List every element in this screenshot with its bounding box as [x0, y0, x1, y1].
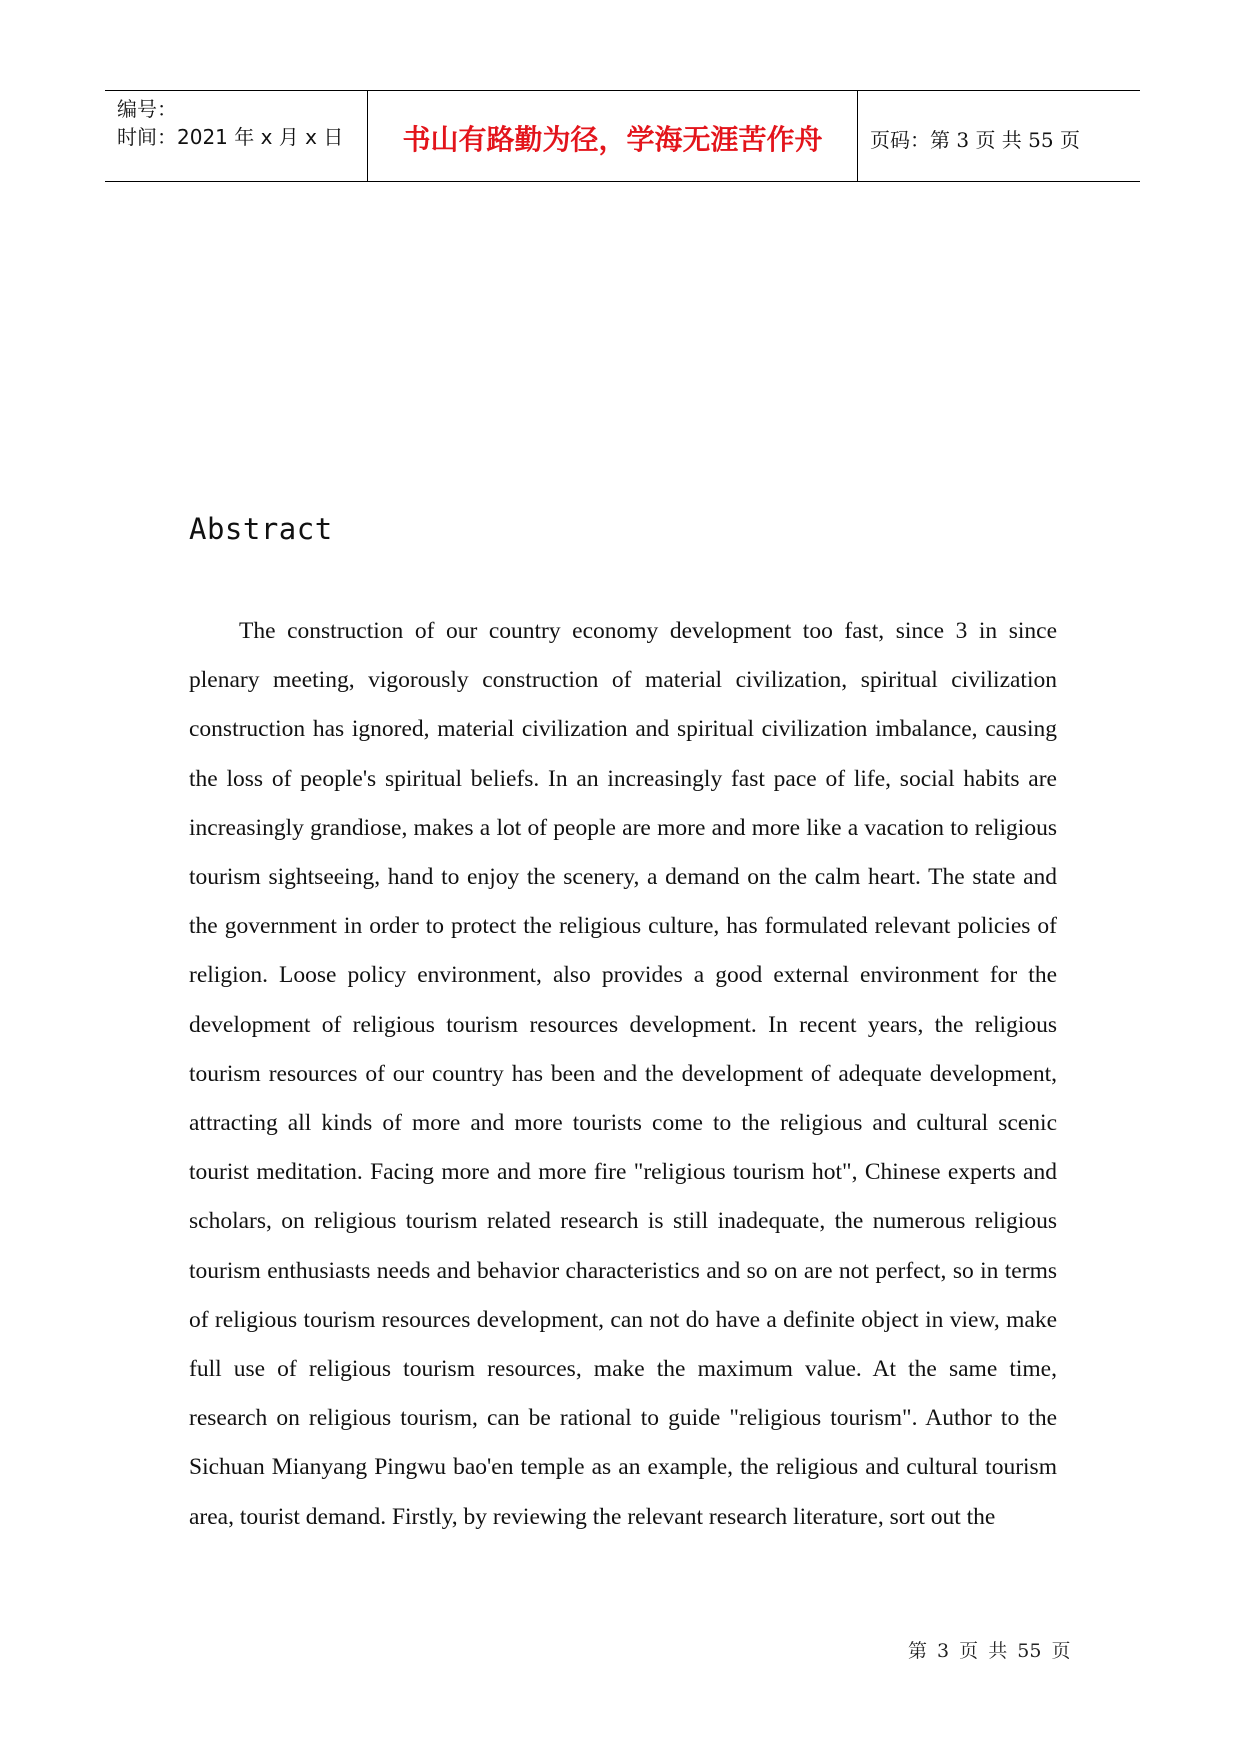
header-page-number: [870, 124, 1080, 153]
footer-page-number: 第 3 页 共 55 页: [908, 1640, 1071, 1662]
page-header: [105, 90, 1140, 182]
header-meta-cell: [105, 91, 368, 181]
abstract-heading: Abstract: [189, 512, 333, 546]
page-prefix: 页码：第: [870, 127, 957, 152]
page-total: 55: [1028, 127, 1054, 152]
serial-number-label: 编号：: [117, 97, 177, 121]
header-page-cell: [858, 91, 1140, 181]
date-label: 时间：2021 年 x 月 x 日: [117, 125, 344, 149]
header-motto-cell: [368, 91, 858, 181]
page-current: 3: [956, 127, 970, 152]
abstract-paragraph: The construction of our country economy development too fast, since 3 in since plenary meeting, vigorously construction of material civilization, spiritual civilization construction has ignored, material civilization and spiritual civilization imbalance, causing the loss of people's spiritual beliefs. In an increasingly fast pace of life, social habits are increasingly grandiose, makes a lot of people are more and more like a vacation to religious tourism sightseeing, hand to enjoy the scenery, a demand on the calm heart. The state and the government in order to protect the religious culture, has formulated relevant policies of religion. Loose policy environment, also provides a good external environment for the development of religious tourism resources development. In recent years, the religious tourism resources of our country has been and the development of adequate development, attracting all kinds of more and more tourists come to the religious and cultural scenic tourist meditation. Facing more and more fire "religious tourism hot", Chinese experts and scholars, on religious tourism related research is still inadequate, the numerous religious tourism enthusiasts needs and behavior characteristics and so on are not perfect, so in terms of religious tourism resources development, can not do have a definite object in view, make full use of religious tourism resources, make the maximum value. At the same time, research on religious tourism, can be rational to guide "religious tourism". Author to the Sichuan Mianyang Pingwu bao'en temple as an example, the religious and cultural tourism area, tourist demand. Firstly, by reviewing the relevant research literature, sort out the: [189, 618, 1057, 1530]
page-middle: 页 共: [969, 127, 1029, 152]
page-suffix: 页: [1053, 127, 1080, 152]
motto-text: 书山有路勤为径，学海无涯苦作舟: [402, 123, 823, 156]
